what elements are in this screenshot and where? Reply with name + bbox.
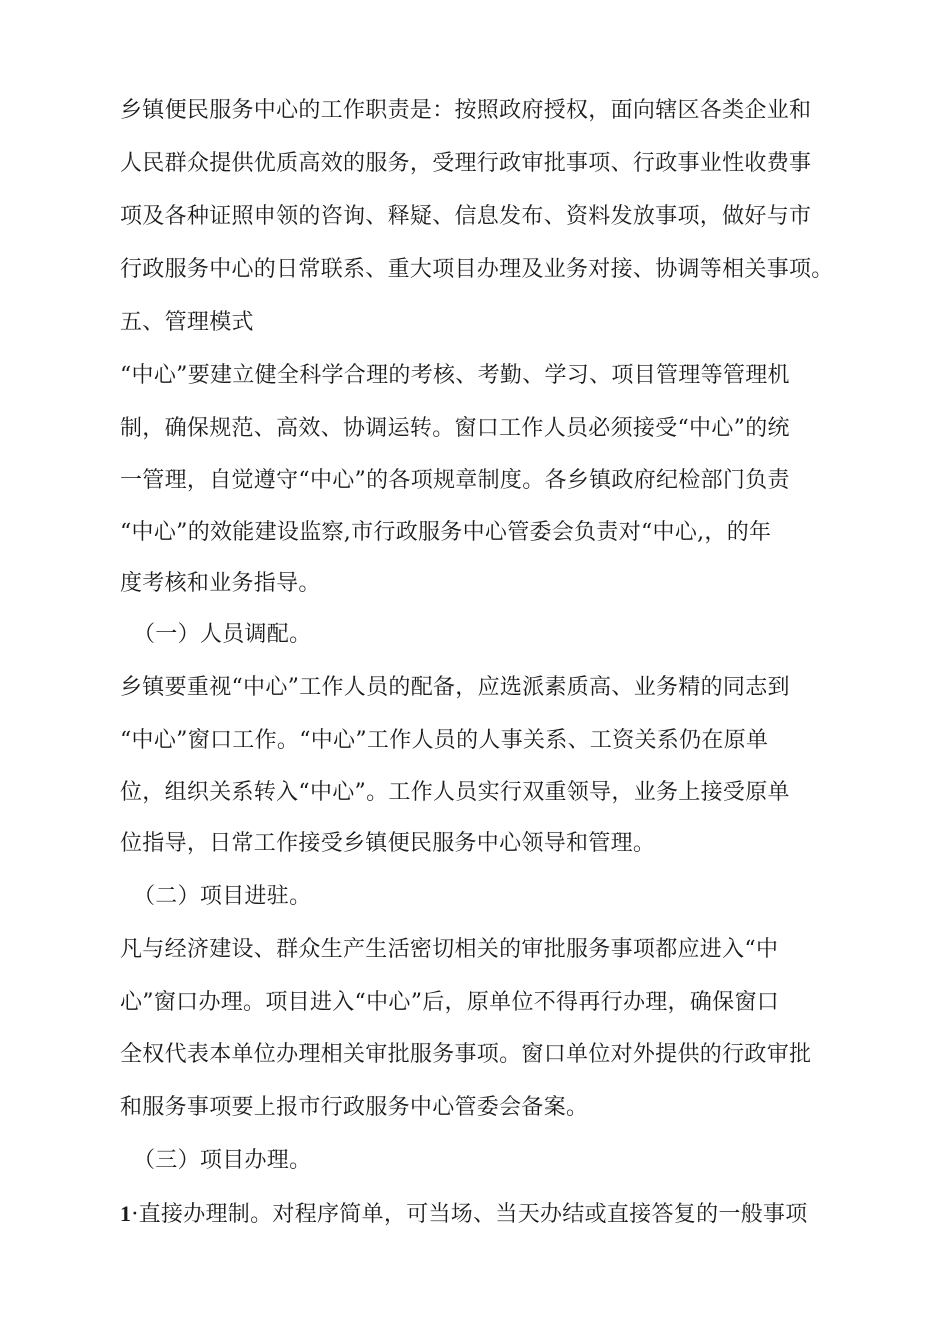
paragraph-2-line-1: “中心”要建立健全科学合理的考核、考勤、学习、项目管理等管理机	[120, 363, 790, 388]
item-1-number: 1	[120, 1201, 132, 1226]
paragraph-2-line-4: “中心”的效能建设监察,市行政服务中心管委会负责对“中心,，的年	[120, 520, 772, 545]
paragraph-4-line-2: 心”窗口办理。项目进入“中心”后，原单位不得再行办理，确保窗口	[120, 990, 780, 1015]
subsection-3-heading: （三）项目办理。	[133, 1148, 312, 1173]
paragraph-1-line-3: 项及各种证照申领的咨询、释疑、信息发布、资料发放事项，做好与市	[120, 204, 812, 229]
paragraph-4-line-3: 全权代表本单位办理相关审批服务事项。窗口单位对外提供的行政审批	[120, 1042, 812, 1067]
paragraph-4-line-1: 凡与经济建设、群众生产生活密切相关的审批服务事项都应进入“中	[120, 937, 779, 962]
paragraph-3-line-4: 位指导，日常工作接受乡镇便民服务中心领导和管理。	[120, 831, 656, 856]
paragraph-1-line-1: 乡镇便民服务中心的工作职责是：按照政府授权，面向辖区各类企业和	[120, 98, 812, 123]
paragraph-1-line-2: 人民群众提供优质高效的服务，受理行政审批事项、行政事业性收费事	[120, 151, 812, 176]
subsection-2-heading: （二）项目进驻。	[133, 884, 312, 909]
subsection-1-heading: （一）人员调配。	[133, 622, 312, 647]
paragraph-4-line-4: 和服务事项要上报市行政服务中心管委会备案。	[120, 1095, 589, 1120]
item-1-text: ·直接办理制。对程序简单，可当场、当天办结或直接答复的一般事项	[131, 1202, 808, 1227]
paragraph-1-line-4: 行政服务中心的日常联系、重大项目办理及业务对接、协调等相关事项。	[120, 257, 834, 282]
paragraph-2-line-2: 制，确保规范、高效、协调运转。窗口工作人员必须接受“中心”的统	[120, 416, 790, 441]
section-5-heading: 五、管理模式	[120, 310, 254, 335]
paragraph-3-line-2: “中心”窗口工作。“中心”工作人员的人事关系、工资关系仍在原单	[120, 728, 769, 753]
paragraph-3-line-1: 乡镇要重视“中心”工作人员的配备，应选派素质高、业务精的同志到	[120, 675, 790, 700]
paragraph-2-line-3: 一管理，自觉遵守“中心”的各项规章制度。各乡镇政府纪检部门负责	[120, 468, 790, 493]
paragraph-3-line-3: 位，组织关系转入“中心”。工作人员实行双重领导，业务上接受原单	[120, 780, 790, 805]
paragraph-2-line-5: 度考核和业务指导。	[120, 571, 321, 596]
item-1	[120, 1199, 808, 1230]
